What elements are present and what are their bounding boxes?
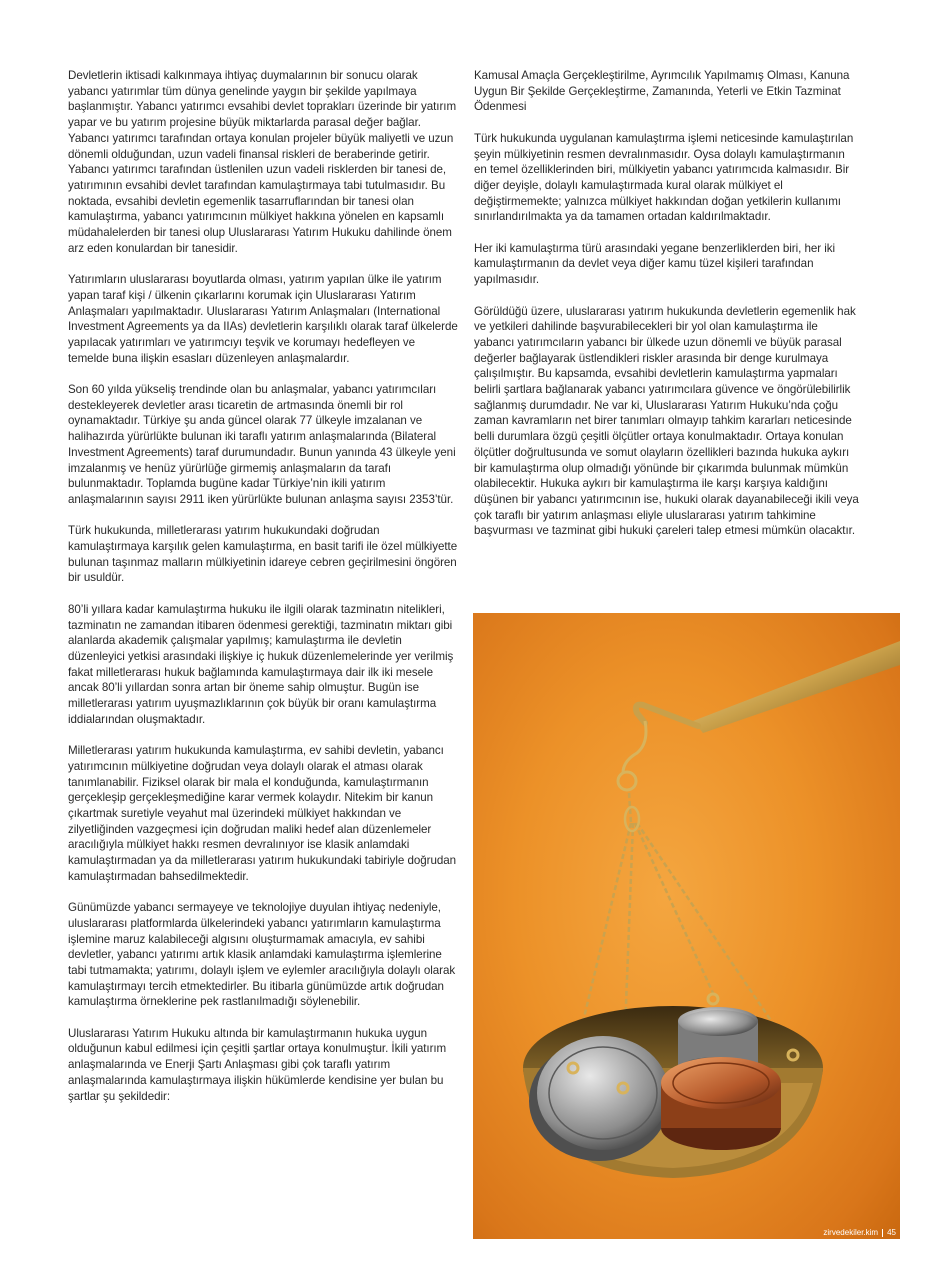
footer-site: zirvedekiler.kim xyxy=(823,1228,879,1237)
paragraph: Milletlerarası yatırım hukukunda kamulaştırma, ev sahibi devletin, yabancı yatırımcının mülkiyetine doğrudan veya dolaylı olarak el atması olarak tanımlanabilir. Fiziksel olarak bir mala el konduğunda, kamulaştırmanın gerçekleşip gerçekleşmediğine karar vermek kolaydır. Nitekim bir kanun çıkartmak suretiyle veyahut mal üzerindeki mülkiyet hakkından ve zilyetliğinden vazgeçmesi için doğrudan maliki hedef alan düzenlemeler aracılığıyla mülkiyet hakkı resmen devralınıyor ise klasik anlamdaki kamulaştırmadan ya da milletlerarası yatırım hukukundaki tabiriyle doğrudan kamulaştırmadan bahsedilmektedir. xyxy=(68,744,457,883)
scale-hook xyxy=(618,721,646,790)
footer-divider xyxy=(882,1229,883,1237)
page-footer xyxy=(804,1226,900,1239)
paragraph: Günümüzde yabancı sermayeye ve teknolojiye duyulan ihtiyaç nedeniyle, uluslararası platformlarda ülkelerindeki yabancı yatırımların kamulaştırma işlemine maruz kalabileceği algısını oluşturmamak amacıyla, ev sahibi devletler, yabancı yatırımı artık klasik anlamdaki kamulaştırma işlemlerine tabi tutmamakta; yatırımı, dolaylı işlem ve eylemler aracılığıyla dolaylı olarak kamulaştırmayı tercih etmektedirler. Bu itibarla günümüzde artık doğrudan kamulaştırma örneklerine pek rastlanılmadığı söylenebilir. xyxy=(68,901,456,1009)
paragraph: Yatırımların uluslararası boyutlarda olması, yatırım yapılan ülke ile yatırım yapan taraf kişi / ülkenin çıkarlarını korumak için Uluslararası Yatırım Anlaşmaları yapılmaktadır. Uluslararası Yatırım Anlaşmaları (International Investment Agreements ya da IIAs) devletlerin karşılıklı olarak taraf ülkelerde yapılacak yatırımları ve yatırımcıyı teşvik ve korumayı hedefleyen ve temelde buna ilişkin esasları düzenleyen anlaşmalardır. xyxy=(68,273,458,365)
right-column xyxy=(474,68,860,555)
paragraph: Uluslararası Yatırım Hukuku altında bir kamulaştırmanın hukuka uygun olduğunun kabul edilmesi için çeşitli şartlar ortaya konulmuştur. İkili yatırım anlaşmalarında ve Enerji Şartı Anlaşması gibi çok taraflı yatırım anlaşmalarında kamulaştırmaya ilişkin hükümlerde kendisine yer bulan bu şartlar şu şekildedir: xyxy=(68,1026,447,1103)
paragraph: Kamusal Amaçla Gerçekleştirilme, Ayrımcılık Yapılmamış Olması, Kanuna Uygun Bir Şekilde Gerçekleştirme, Zamanında, Yeterli ve Etkin Tazminat Ödenmesi xyxy=(474,69,850,114)
paragraph: 80’li yıllara kadar kamulaştırma hukuku ile ilgili olarak tazminatın nitelikleri, tazminatın ne zamandan itibaren ödenmesi gerektiği, tazminatın miktarı gibi alanlarda akademik çalışmalar yapılmış; kamulaştırma ile devletin düzenleyici yetkisi arasındaki ilişkiye iç hukuk düzenlemelerinde yer verilmiş fakat milletlerarası hukuk bağlamında kamulaştırmaya dair ilk iki mesele ancak 80’li yıllardan sonra artan bir öneme sahip olmuştur. Bugün ise milletlerarası yatırım uyuşmazlıklarının çok büyük bir oranı kamulaştırma iddialarından oluşmaktadır. xyxy=(68,602,454,726)
coin-copper xyxy=(661,1057,781,1150)
paragraph: Türk hukukunda, milletlerarası yatırım hukukundaki doğrudan kamulaştırmaya karşılık gelen kamulaştırma, en basit tarifi ile özel mülkiyette bulunan taşınmaz malların mülkiyetinin idareye cebren geçirilmesini öngören bir usuldür. xyxy=(68,524,458,585)
page-number: 45 xyxy=(887,1228,896,1237)
paragraph: Türk hukukunda uygulanan kamulaştırma işlemi neticesinde kamulaştırılan şeyin mülkiyetinin resmen devralınmasıdır. Oysa dolaylı kamulaştırmanın en temel özelliklerinden biri, mülkiyetin yabancı yatırımcıda kalmasıdır. Bir diğer deyişle, dolaylı kamulaştırmada kural olarak mülkiyet el değiştirmemekte; yalnızca mülkiyet hakkından doğan yetkilerin kullanımı sınırlandırılmakta ya da tamamen ortadan kaldırılmaktadır. xyxy=(474,131,854,224)
paragraph: Her iki kamulaştırma türü arasındaki yegane benzerliklerden biri, her iki kamulaştırmanın da devlet veya diğer kamu tüzel kişileri tarafından yapılmasıdır. xyxy=(474,241,836,287)
paragraph: Devletlerin iktisadi kalkınmaya ihtiyaç duymalarının bir sonucu olarak yabancı yatırımlar tüm dünya genelinde yaygın bir şekilde yapılmaya başlanmıştır. Yabancı yatırımcı evsahibi devlet toprakları üzerinde bir yatırım yapar ve bu yatırım projesine büyük miktarlarda parasal değer bağlar. Yabancı yatırımcı tarafından ortaya konulan projeler büyük maliyetli ve uzun dönemli olduğundan, uzun vadeli finansal riskleri de beraberinde getirir. Yabancı yatırımcı tarafından üstlenilen uzun vadeli risklerden bir tanesi de, yatırımının evsahibi devlet tarafından kamulaştırmaya tabi tutulmasıdır. Bu noktada, evsahibi devletin egemenlik tasarruflarından bir tanesi olan kamulaştırma, yabancı yatırımcının mülkiyet hakkına yönelen en kapsamlı müdahalelerden bir tanesi olup Uluslararası Yatırım Hukuku dahilinde önem arz eden konulardan bir tanesidir. xyxy=(68,69,457,255)
scale-illustration xyxy=(473,613,900,1239)
scale-beam xyxy=(636,641,900,733)
left-column xyxy=(68,68,458,1120)
paragraph: Görüldüğü üzere, uluslararası yatırım hukukunda devletlerin egemenlik hak ve yetkileri dahilinde başvurabilecekleri bir yol olan kamulaştırma ile yabancı yatırımcıların yabancı bir ülkede uzun dönemli ve büyük parasal değerler bağlayarak üstlendikleri riskler arasında bir denge kurulmaya çalışılmıştır. Bu kapsamda, evsahibi devletlerin kamulaştırma yapmaları belirli şartlara bağlanarak yabancı yatırımcılara güvence ve öngörülebilirlik sağlanmış durumdadır. Ne var ki, Uluslararası Yatırım Hukuku’nda çoğu zaman kavramların net birer tanımları olmayıp tahkim kararları neticesinde belli durumlara özgü çeşitli ölçütler ortaya konulmaktadır. Ortaya konulan ölçütler doğrultusunda ve somut olayların özellikleri bazında hukuka aykırı bir kamulaştırma olup olmadığı yönünde bir çıkarımda bulunmak mümkün olabilecektir. Hukuka aykırı bir kamulaştırma ile karşı karşıya kaldığını düşünen bir yabancı yatırımcının ise, hukuki olarak dayanabileceği ikili veya çok taraflı bir yatırım anlaşması eliyle uluslararası yatırım tahkimine başvurması ve tazminat gibi hukuki çareleri talep etmesi mümkün olacaktır. xyxy=(474,304,859,538)
scale-photo xyxy=(473,613,900,1239)
paragraph: Son 60 yılda yükseliş trendinde olan bu anlaşmalar, yabancı yatırımcıları destekleyerek devletler arası ticaretin de artmasında önemli bir rol oynamaktadır. Türkiye şu anda güncel olarak 77 ülkeyle imzalanan ve halihazırda yürürlükte bulunan iki taraflı yatırım anlaşmalarında (Bilateral Investment Agreements) taraf durumundadır. Bunun yanında 43 ülkeyle yeni imzalanmış ve henüz yürürlüğe girmemiş anlaşmaların da tarafı bulunmaktadır. Toplamda bugüne kadar Türkiye’nin ikili yatırım anlaşmalarının sayısı 2911 iken yürürlükte bulunan anlaşma sayısı 2353’tür. xyxy=(68,383,456,506)
